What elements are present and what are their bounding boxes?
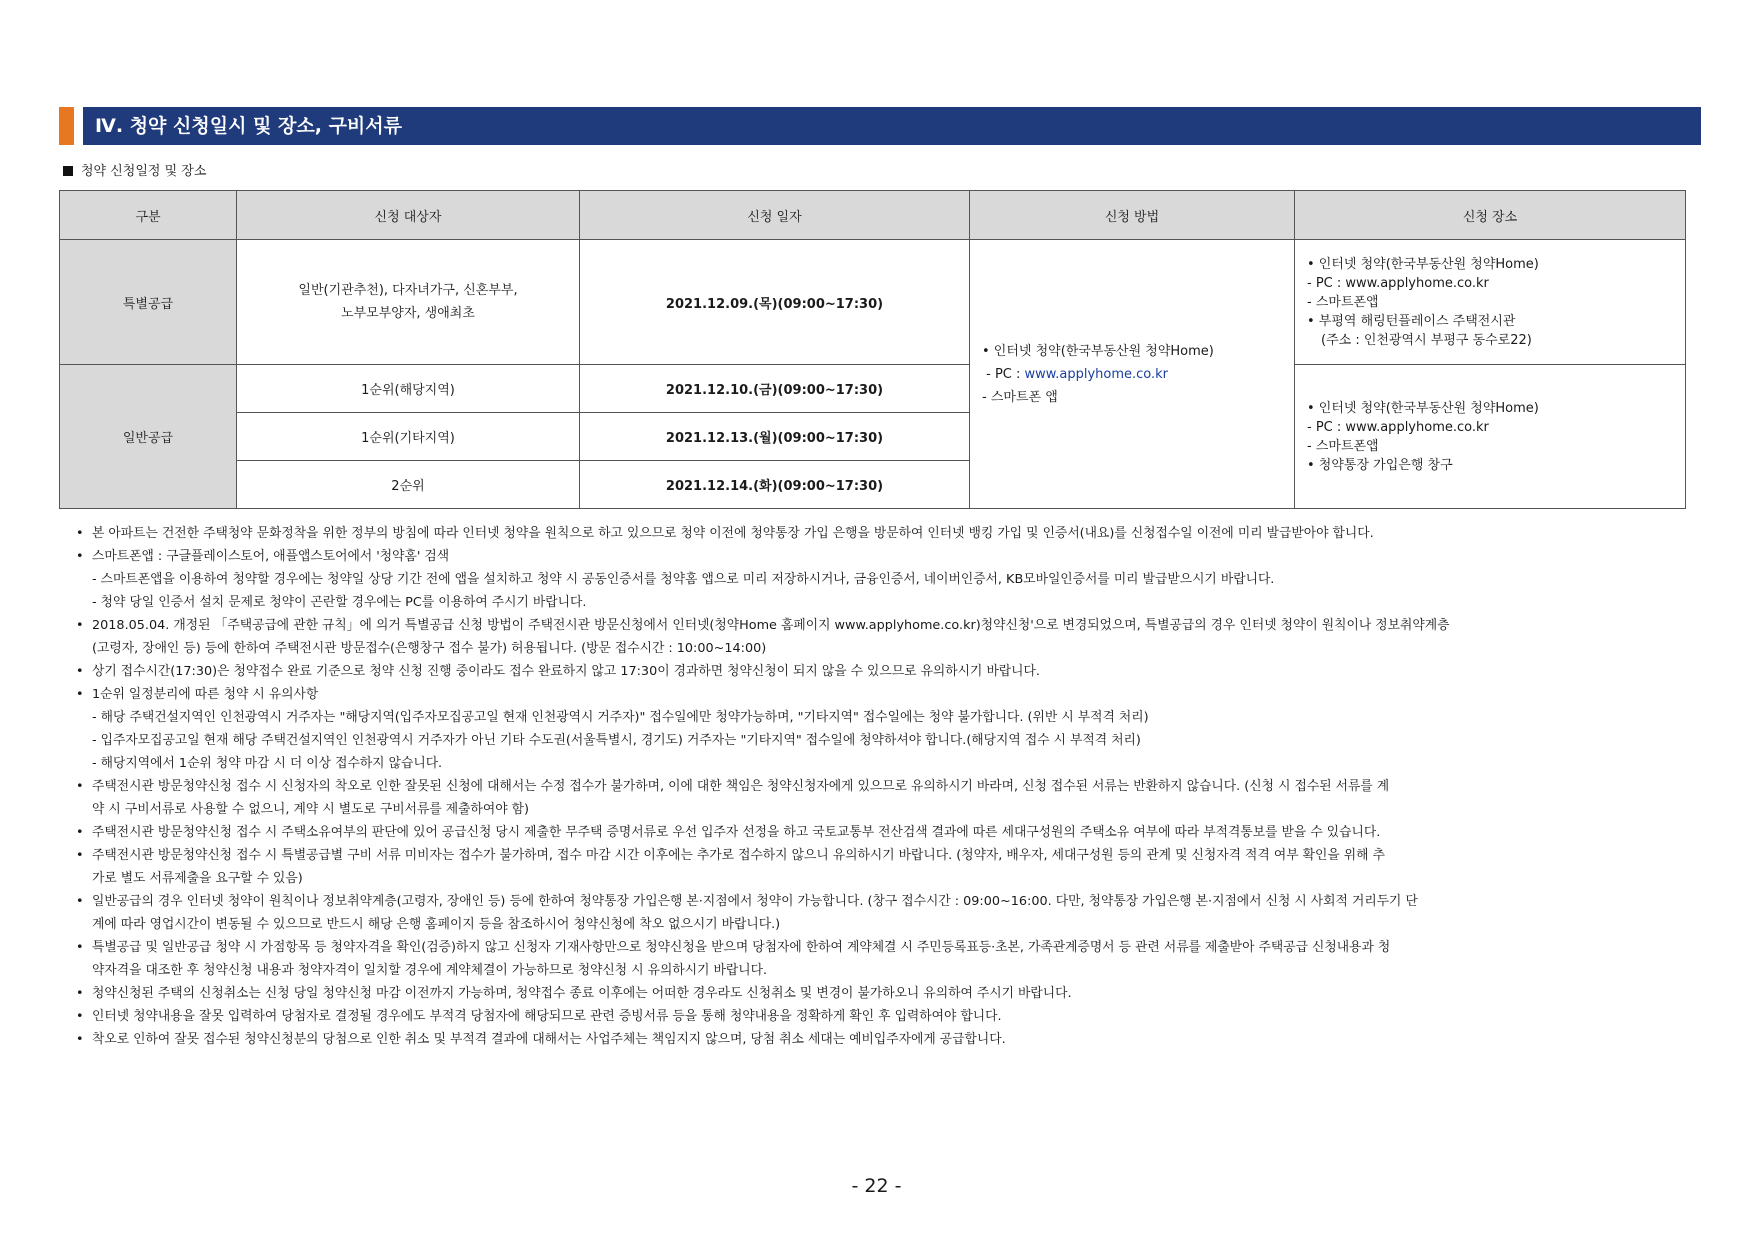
header-accent-bar — [59, 107, 74, 145]
page-number: - 22 - — [851, 1175, 902, 1197]
category-general: 일반공급 — [60, 365, 237, 509]
place-general — [1295, 365, 1686, 509]
place-special-line-3: - 스마트폰앱 — [1307, 294, 1379, 310]
place-general-line-4: • 청약통장 가입은행 창구 — [1307, 457, 1453, 473]
date-special: 2021.12.09.(목)(09:00~17:30) — [580, 240, 970, 365]
note-item: • 2018.05.04. 개정된 「주택공급에 관한 규칙」에 의거 특별공급 신청 방법이 주택전시관 방문신청에서 인터넷(청약Home 홈페이지 www.applyhome.co.kr)청약신청'으로 변경되었으며, 특별공급의 경우 인터넷 청약이 원칙이나 정보취약계층 — [72, 614, 1697, 637]
note-sub-item: - 해당지역에서 1순위 청약 마감 시 더 이상 접수하지 않습니다. — [92, 756, 443, 771]
note-item: • 주택전시관 방문청약신청 접수 시 주택소유여부의 판단에 있어 공급신청 당시 제출한 무주택 증명서류로 우선 입주자 선정을 하고 국토교통부 전산검색 결과에 따른 세대구성원의 주택소유 여부에 따라 부적격통보를 받을 수 있습니다. — [72, 821, 1697, 844]
section-title: Ⅳ. 청약 신청일시 및 장소, 구비서류 — [83, 107, 1701, 145]
note-item: • 주택전시관 방문청약신청 접수 시 신청자의 착오로 인한 잘못된 신청에 대해서는 수정 접수가 불가하며, 이에 대한 책임은 청약신청자에게 있으므로 유의하시기 바라며, 신청 접수된 서류는 반환하지 않습니다. (신청 시 접수된 서류를 계 — [72, 775, 1697, 798]
target-special — [237, 240, 580, 365]
note-item: • 착오로 인하여 잘못 접수된 청약신청분의 당첨으로 인한 취소 및 부적격 결과에 대해서는 사업주체는 책임지지 않으며, 당첨 취소 세대는 예비입주자에게 공급합니다. — [72, 1028, 1697, 1051]
note-sub-item: - 해당 주택건설지역인 인천광역시 거주자는 "해당지역(입주자모집공고일 현재 인천광역시 거주자)" 접수일에만 청약가능하며, "기타지역" 접수일에는 청약 불가합니다. (위반 시 부적격 처리) — [92, 710, 1149, 725]
header-place: 신청 장소 — [1295, 191, 1686, 240]
note-continuation: 약 시 구비서류로 사용할 수 없으니, 계약 시 별도로 구비서류를 제출하여야 함) — [92, 802, 530, 817]
note-item: • 1순위 일정분리에 따른 청약 시 유의사항 — [72, 683, 1697, 706]
place-special-line-2: - PC : www.applyhome.co.kr — [1307, 275, 1489, 291]
note-item: • 특별공급 및 일반공급 청약 시 가점항목 등 청약자격을 확인(검증)하지 않고 신청자 기재사항만으로 청약신청을 받으며 당첨자에 한하여 계약체결 시 주민등록표등·초본, 가족관계증명서 등 관련 서류를 제출받아 주택공급 신청내용과 청 — [72, 936, 1697, 959]
note-item: • 스마트폰앱 : 구글플레이스토어, 애플앱스토어에서 '청약홈' 검색 — [72, 545, 1697, 568]
table-row-general-1 — [60, 365, 1686, 413]
place-general-line-3: - 스마트폰앱 — [1307, 438, 1379, 454]
square-bullet-icon — [63, 166, 73, 176]
note-continuation: (고령자, 장애인 등) 등에 한하여 주택전시관 방문접수(은행창구 접수 불가) 허용됩니다. (방문 접수시간 : 10:00~14:00) — [92, 641, 767, 656]
schedule-table — [59, 190, 1686, 509]
section-header — [59, 107, 1701, 145]
header-target: 신청 대상자 — [237, 191, 580, 240]
header-method: 신청 방법 — [970, 191, 1295, 240]
note-item: • 일반공급의 경우 인터넷 청약이 원칙이나 정보취약계층(고령자, 장애인 등) 등에 한하여 청약통장 가입은행 본·지점에서 청약이 가능합니다. (창구 접수시간 : 09:00~16:00. 다만, 청약통장 가입은행 본·지점에서 신청 시 사회적 거리두기 단 — [72, 890, 1697, 913]
header-category: 구분 — [60, 191, 237, 240]
method-cell — [970, 240, 1295, 509]
applyhome-link[interactable]: www.applyhome.co.kr — [1024, 366, 1169, 382]
note-continuation: 약자격을 대조한 후 청약신청 내용과 청약자격이 일치할 경우에 계약체결이 가능하므로 청약신청 시 유의하시기 바랍니다. — [92, 963, 768, 978]
target-general-1: 1순위(해당지역) — [237, 365, 580, 413]
note-continuation: 가로 별도 서류제출을 요구할 수 있음) — [92, 871, 303, 886]
target-special-line-1: 일반(기관추천), 다자녀가구, 신혼부부, — [298, 283, 518, 298]
place-special-line-5: (주소 : 인천광역시 부평구 동수로22) — [1321, 332, 1532, 348]
subsection-title-text: 청약 신청일정 및 장소 — [81, 164, 207, 179]
note-item: • 인터넷 청약내용을 잘못 입력하여 당첨자로 결정될 경우에도 부적격 당첨자에 해당되므로 관련 증빙서류 등을 통해 청약내용을 정확하게 확인 후 입력하여야 합니다. — [72, 1005, 1697, 1028]
note-continuation: 계에 따라 영업시간이 변동될 수 있으므로 반드시 해당 은행 홈페이지 등을 참조하시어 청약신청에 착오 없으시기 바랍니다.) — [92, 917, 781, 932]
method-line-3: - 스마트폰 앱 — [982, 389, 1058, 405]
note-sub-item: - 스마트폰앱을 이용하여 청약할 경우에는 청약일 상당 기간 전에 앱을 설치하고 청약 시 공동인증서를 청약홈 앱으로 미리 저장하시거나, 금융인증서, 네이버인증서, KB모바일인증서를 미리 발급받으시기 바랍니다. — [92, 572, 1275, 587]
note-item: • 청약신청된 주택의 신청취소는 신청 당일 청약신청 마감 이전까지 가능하며, 청약접수 종료 이후에는 어떠한 경우라도 신청취소 및 변경이 불가하오니 유의하여 주시기 바랍니다. — [72, 982, 1697, 1005]
note-item: • 본 아파트는 건전한 주택청약 문화정착을 위한 정부의 방침에 따라 인터넷 청약을 원칙으로 하고 있으므로 청약 이전에 청약통장 가입 은행을 방문하여 인터넷 뱅킹 가입 및 인증서(내요)를 신청접수일 이전에 미리 발급받아야 합니다. — [72, 522, 1697, 545]
note-sub-item: - 입주자모집공고일 현재 해당 주택건설지역인 인천광역시 거주자가 아닌 기타 수도권(서울특별시, 경기도) 거주자는 "기타지역" 접수일에 청약하셔야 합니다.(해당지역 접수 시 부적격 처리) — [92, 733, 1141, 748]
header-date: 신청 일자 — [580, 191, 970, 240]
subsection-title — [63, 163, 206, 181]
place-special — [1295, 240, 1686, 365]
note-item: • 상기 접수시간(17:30)은 청약접수 완료 기준으로 청약 신청 진행 중이라도 접수 완료하지 않고 17:30이 경과하면 청약신청이 되지 않을 수 있으므로 유의하시기 바랍니다. — [72, 660, 1697, 683]
note-sub-item: - 청약 당일 인증서 설치 문제로 청약이 곤란할 경우에는 PC를 이용하여 주시기 바랍니다. — [92, 595, 587, 610]
place-general-line-1: • 인터넷 청약(한국부동산원 청약Home) — [1307, 400, 1539, 416]
table-row-special — [60, 240, 1686, 365]
category-special: 특별공급 — [60, 240, 237, 365]
note-item: • 주택전시관 방문청약신청 접수 시 특별공급별 구비 서류 미비자는 접수가 불가하며, 접수 마감 시간 이후에는 추가로 접수하지 않으니 유의하시기 바랍니다. (청약자, 배우자, 세대구성원 등의 관계 및 신청자격 적격 여부 확인을 위해 추 — [72, 844, 1697, 867]
method-line-2: - PC : www.applyhome.co.kr — [982, 366, 1169, 382]
notes-list — [72, 522, 1697, 1051]
place-general-line-2: - PC : www.applyhome.co.kr — [1307, 419, 1489, 435]
date-general-2: 2021.12.13.(월)(09:00~17:30) — [580, 413, 970, 461]
place-special-line-4: • 부평역 해링턴플레이스 주택전시관 — [1307, 313, 1516, 329]
target-general-2: 1순위(기타지역) — [237, 413, 580, 461]
date-general-3: 2021.12.14.(화)(09:00~17:30) — [580, 461, 970, 509]
place-special-line-1: • 인터넷 청약(한국부동산원 청약Home) — [1307, 256, 1539, 272]
target-general-3: 2순위 — [237, 461, 580, 509]
date-general-1: 2021.12.10.(금)(09:00~17:30) — [580, 365, 970, 413]
table-header-row — [60, 191, 1686, 240]
target-special-line-2: 노부모부양자, 생애최초 — [341, 306, 475, 321]
method-line-1: • 인터넷 청약(한국부동산원 청약Home) — [982, 343, 1214, 359]
